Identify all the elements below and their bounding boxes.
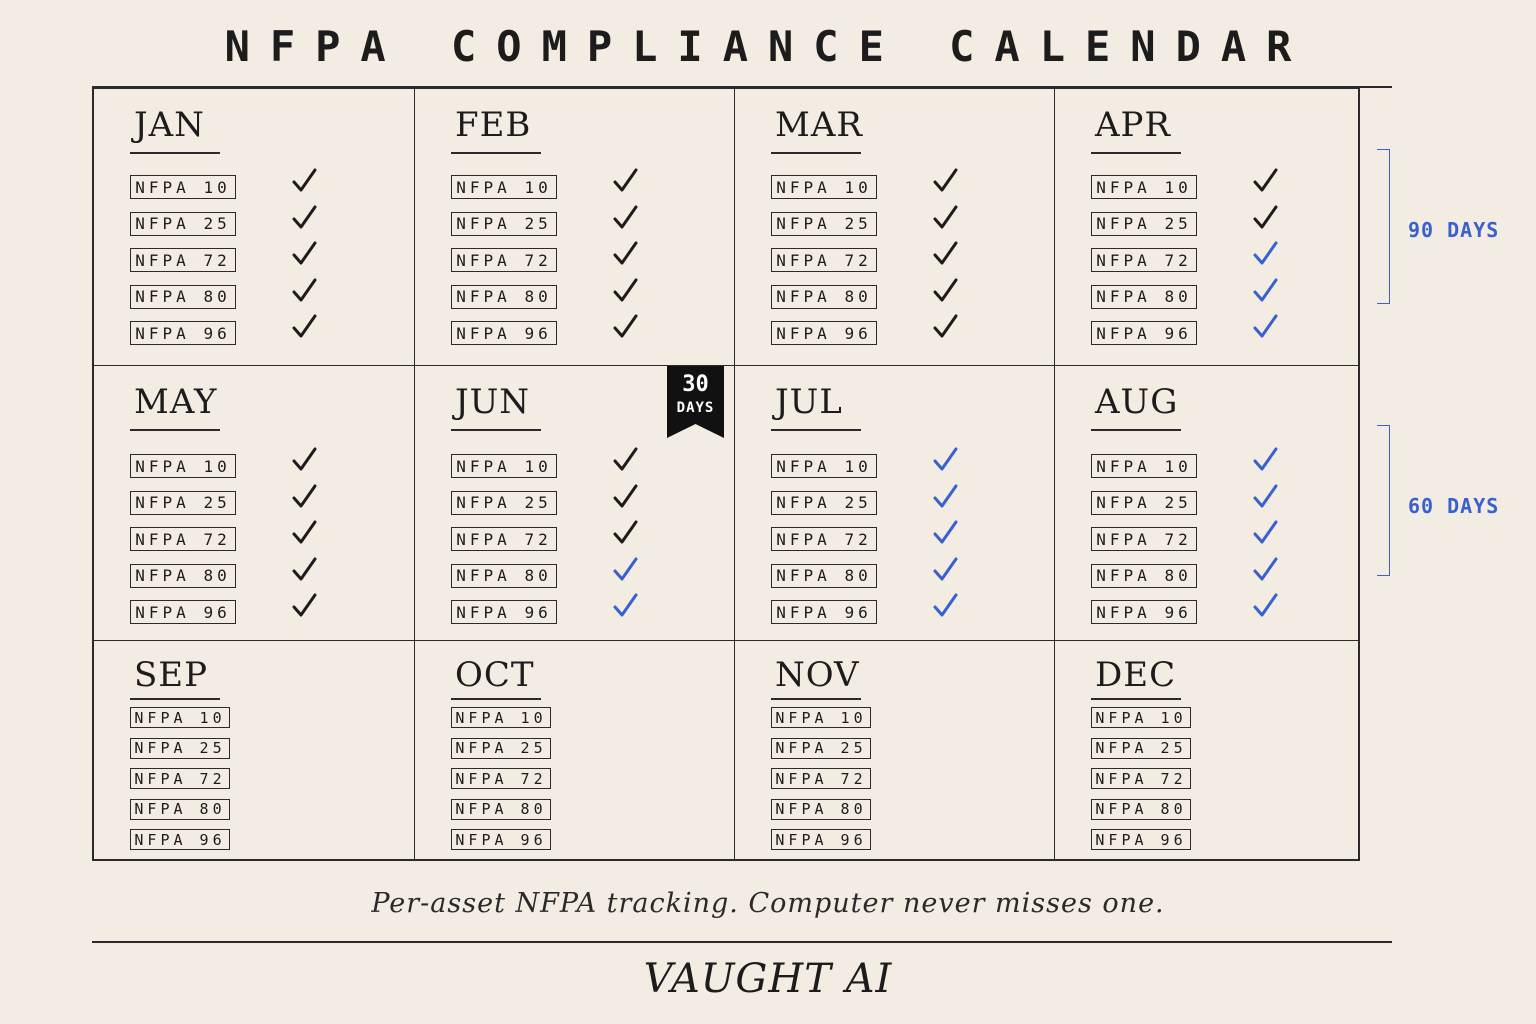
month-title: FEB [455,105,532,145]
check-icon [611,556,639,584]
nfpa-tag: NFPA 96 [1091,321,1197,345]
month-cell-aug [1055,366,1360,641]
check-icon [931,240,959,268]
nfpa-tag: NFPA 72 [130,527,236,551]
bracket-label-90: 90 DAYS [1408,218,1500,242]
nfpa-tag: NFPA 10 [130,175,236,199]
nfpa-tag: NFPA 25 [451,212,557,236]
check-icon [1251,592,1279,620]
check-icon [1251,446,1279,474]
nfpa-tag: NFPA 96 [771,600,877,624]
month-cell-jul [735,366,1055,641]
nfpa-tag: NFPA 80 [771,799,871,820]
month-title: DEC [1095,655,1177,695]
nfpa-tag: NFPA 25 [771,491,877,515]
nfpa-tag: NFPA 10 [1091,707,1191,728]
nfpa-tag: NFPA 25 [130,738,230,759]
check-icon [931,204,959,232]
month-underline [1091,429,1181,431]
check-icon [290,592,318,620]
check-icon [290,313,318,341]
nfpa-tag: NFPA 72 [771,768,871,789]
nfpa-tag: NFPA 72 [451,768,551,789]
check-icon [1251,519,1279,547]
nfpa-tag: NFPA 80 [130,285,236,309]
check-icon [290,240,318,268]
nfpa-tag: NFPA 72 [1091,768,1191,789]
calendar-grid [92,87,1360,861]
nfpa-tag: NFPA 80 [130,799,230,820]
ribbon-number: 30 [682,372,709,397]
nfpa-tag: NFPA 25 [1091,212,1197,236]
nfpa-tag: NFPA 25 [1091,491,1197,515]
month-title: AUG [1095,382,1179,422]
check-icon [611,483,639,511]
nfpa-tag: NFPA 72 [771,527,877,551]
check-icon [611,277,639,305]
check-icon [611,204,639,232]
check-icon [931,483,959,511]
nfpa-tag: NFPA 25 [130,491,236,515]
nfpa-tag: NFPA 80 [771,564,877,588]
nfpa-tag: NFPA 80 [451,564,557,588]
month-title: JUL [775,382,843,422]
check-icon [931,519,959,547]
check-icon [611,313,639,341]
month-underline [451,698,541,700]
nfpa-tag: NFPA 96 [1091,600,1197,624]
nfpa-tag: NFPA 80 [1091,799,1191,820]
check-icon [1251,167,1279,195]
month-underline [771,698,861,700]
month-underline [771,429,861,431]
tagline: Per-asset NFPA tracking. Computer never misses one. [371,888,1165,919]
nfpa-tag: NFPA 10 [130,707,230,728]
nfpa-tag: NFPA 10 [1091,454,1197,478]
nfpa-tag: NFPA 72 [1091,527,1197,551]
nfpa-tag: NFPA 10 [771,175,877,199]
check-icon [290,519,318,547]
check-icon [1251,556,1279,584]
nfpa-tag: NFPA 96 [451,829,551,850]
nfpa-tag: NFPA 25 [771,212,877,236]
month-title: JUN [455,382,531,422]
month-underline [130,152,220,154]
bracket-90-days [1377,149,1390,304]
nfpa-tag: NFPA 25 [451,738,551,759]
check-icon [1251,483,1279,511]
month-underline [1091,698,1181,700]
bottom-divider [92,941,1392,943]
nfpa-tag: NFPA 72 [771,248,877,272]
nfpa-tag: NFPA 96 [130,321,236,345]
nfpa-tag: NFPA 10 [451,454,557,478]
month-cell-feb [415,89,735,366]
nfpa-tag: NFPA 25 [451,491,557,515]
check-icon [1251,313,1279,341]
check-icon [290,556,318,584]
month-underline [130,698,220,700]
month-underline [130,429,220,431]
nfpa-tag: NFPA 72 [451,248,557,272]
check-icon [931,592,959,620]
nfpa-tag: NFPA 72 [130,248,236,272]
bracket-label-60: 60 DAYS [1408,494,1500,518]
nfpa-tag: NFPA 96 [130,829,230,850]
ribbon-unit: DAYS [676,400,715,416]
check-icon [1251,277,1279,305]
check-icon [611,167,639,195]
check-icon [611,446,639,474]
month-title: JAN [134,105,205,145]
nfpa-tag: NFPA 80 [130,564,236,588]
nfpa-tag: NFPA 96 [451,321,557,345]
month-title: MAR [775,105,863,145]
nfpa-tag: NFPA 10 [451,175,557,199]
month-underline [771,152,861,154]
month-cell-mar [735,89,1055,366]
check-icon [931,556,959,584]
month-cell-sep [94,641,415,861]
bracket-60-days [1377,425,1390,576]
check-icon [931,277,959,305]
check-icon [1251,204,1279,232]
check-icon [290,167,318,195]
month-cell-dec [1055,641,1360,861]
nfpa-tag: NFPA 25 [130,212,236,236]
nfpa-tag: NFPA 80 [1091,564,1197,588]
month-cell-oct [415,641,735,861]
check-icon [931,446,959,474]
check-icon [290,204,318,232]
check-icon [290,446,318,474]
month-title: MAY [134,382,218,422]
nfpa-tag: NFPA 10 [771,707,871,728]
check-icon [611,240,639,268]
nfpa-tag: NFPA 96 [451,600,557,624]
check-icon [290,277,318,305]
nfpa-tag: NFPA 96 [771,321,877,345]
brand-name: VAUGHT AI [643,956,893,1002]
month-underline [451,429,541,431]
nfpa-tag: NFPA 72 [1091,248,1197,272]
check-icon [290,483,318,511]
check-icon [1251,240,1279,268]
check-icon [611,519,639,547]
nfpa-tag: NFPA 96 [1091,829,1191,850]
month-cell-may [94,366,415,641]
month-underline [1091,152,1181,154]
nfpa-tag: NFPA 10 [771,454,877,478]
month-cell-nov [735,641,1055,861]
nfpa-tag: NFPA 10 [451,707,551,728]
nfpa-tag: NFPA 72 [130,768,230,789]
month-title: OCT [455,655,535,695]
nfpa-tag: NFPA 80 [771,285,877,309]
nfpa-tag: NFPA 25 [771,738,871,759]
page-title: NFPA COMPLIANCE CALENDAR [224,22,1312,71]
nfpa-tag: NFPA 25 [1091,738,1191,759]
month-title: NOV [775,655,860,695]
nfpa-tag: NFPA 72 [451,527,557,551]
nfpa-tag: NFPA 96 [771,829,871,850]
month-cell-jan [94,89,415,366]
check-icon [931,167,959,195]
check-icon [931,313,959,341]
nfpa-tag: NFPA 10 [130,454,236,478]
nfpa-tag: NFPA 80 [1091,285,1197,309]
month-title: SEP [134,655,208,695]
nfpa-tag: NFPA 80 [451,799,551,820]
check-icon [611,592,639,620]
nfpa-tag: NFPA 80 [451,285,557,309]
nfpa-tag: NFPA 10 [1091,175,1197,199]
month-underline [451,152,541,154]
month-title: APR [1095,105,1172,145]
month-cell-apr [1055,89,1360,366]
nfpa-tag: NFPA 96 [130,600,236,624]
